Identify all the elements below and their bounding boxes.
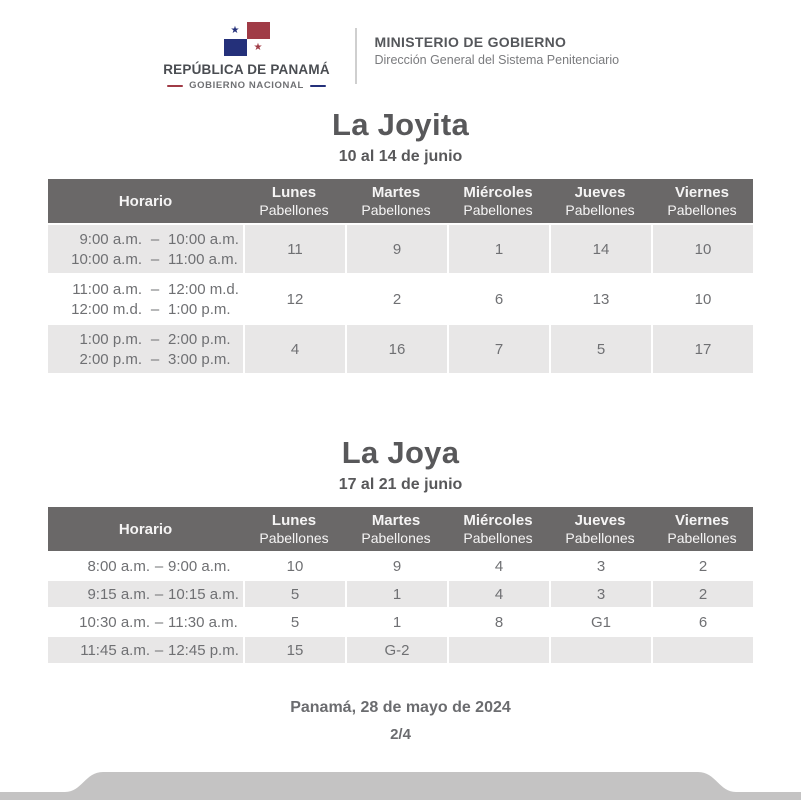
day-header-miercoles: Miércoles Pabellones — [447, 179, 549, 223]
pabellones-value: 10 — [651, 223, 753, 273]
pabellones-value: 6 — [651, 607, 753, 635]
blue-star-icon: ★ — [230, 24, 240, 36]
bottom-tab-decoration — [0, 770, 801, 800]
day-header-lunes: Lunes Pabellones — [243, 179, 345, 223]
blue-dash-icon — [310, 85, 326, 87]
pabellones-value: 9 — [345, 551, 447, 579]
pabellones-value: 4 — [243, 323, 345, 373]
flag-quadrant-red-star — [247, 39, 270, 56]
day-header-martes: Martes Pabellones — [345, 507, 447, 551]
gobierno-nacional-line — [167, 80, 326, 91]
table-row — [48, 323, 753, 373]
red-star-icon: ★ — [253, 41, 263, 53]
time-slot-cell: 11:45 a.m. – 12:45 p.m. — [48, 635, 243, 663]
day-header-miercoles: Miércoles Pabellones — [447, 507, 549, 551]
pabellones-value: 10 — [651, 273, 753, 323]
pabellones-value: 5 — [549, 323, 651, 373]
section-title-la-joyita — [0, 107, 801, 166]
la-joyita-subtitle: 10 al 14 de junio — [338, 148, 463, 165]
day-header-viernes: Viernes Pabellones — [651, 179, 753, 223]
pabellones-value: 6 — [447, 273, 549, 323]
pabellones-value: 2 — [651, 579, 753, 607]
day-header-lunes: Lunes Pabellones — [243, 507, 345, 551]
pabellones-value: 9 — [345, 223, 447, 273]
header-divider — [355, 28, 357, 84]
table-row — [48, 223, 753, 273]
pabellones-value: 14 — [549, 223, 651, 273]
pabellones-value: 11 — [243, 223, 345, 273]
republic-title: REPÚBLICA DE PANAMÁ — [163, 62, 330, 77]
table-row — [48, 579, 753, 607]
time-slot-cell: 10:30 a.m. – 11:30 a.m. — [48, 607, 243, 635]
pabellones-value — [549, 635, 651, 663]
horario-header: Horario — [48, 179, 243, 223]
time-slot-cell: 9:00 a.m. – 10:00 a.m. 10:00 a.m. – 11:00 a.m. — [48, 223, 243, 273]
pabellones-value: 15 — [243, 635, 345, 663]
pabellones-value: 1 — [345, 579, 447, 607]
document-footer — [0, 699, 801, 743]
pabellones-value: 2 — [345, 273, 447, 323]
table-row — [48, 635, 753, 663]
pabellones-value — [447, 635, 549, 663]
pabellones-value: 10 — [243, 551, 345, 579]
ministry-title: MINISTERIO DE GOBIERNO — [374, 34, 567, 50]
la-joya-schedule-table — [48, 507, 753, 663]
table-header-row — [48, 507, 753, 551]
pabellones-value: 5 — [243, 607, 345, 635]
pabellones-value: 1 — [345, 607, 447, 635]
pabellones-value: 5 — [243, 579, 345, 607]
pabellones-value: 2 — [651, 551, 753, 579]
time-slot-cell: 1:00 p.m. – 2:00 p.m. 2:00 p.m. – 3:00 p.m. — [48, 323, 243, 373]
pabellones-value: 3 — [549, 579, 651, 607]
horario-header: Horario — [48, 507, 243, 551]
red-dash-icon — [167, 85, 183, 87]
table-header-row — [48, 179, 753, 223]
la-joyita-title: La Joyita — [331, 107, 470, 142]
page-number: 2/4 — [390, 726, 411, 743]
day-header-jueves: Jueves Pabellones — [549, 507, 651, 551]
table-row — [48, 273, 753, 323]
pabellones-value: 13 — [549, 273, 651, 323]
ministry-subtitle: Dirección General del Sistema Penitenciario — [374, 53, 620, 67]
table-row — [48, 607, 753, 635]
footer-date: Panamá, 28 de mayo de 2024 — [290, 699, 511, 716]
la-joyita-schedule-table — [48, 179, 753, 373]
panama-flag-icon — [224, 22, 270, 56]
panama-national-logo — [157, 22, 337, 91]
time-slot-cell: 11:00 a.m. – 12:00 m.d. 12:00 m.d. – 1:00 p.m. — [48, 273, 243, 323]
pabellones-value: 8 — [447, 607, 549, 635]
flag-quadrant-blue-star — [224, 22, 247, 39]
document-header — [0, 0, 801, 91]
pabellones-value: G-2 — [345, 635, 447, 663]
pabellones-value: 17 — [651, 323, 753, 373]
flag-quadrant-red — [247, 22, 270, 39]
pabellones-value: 16 — [345, 323, 447, 373]
la-joya-title: La Joya — [341, 435, 460, 470]
la-joya-subtitle: 17 al 21 de junio — [338, 476, 463, 493]
section-title-la-joya — [0, 435, 801, 494]
pabellones-value: 1 — [447, 223, 549, 273]
time-slot-cell: 8:00 a.m. – 9:00 a.m. — [48, 551, 243, 579]
day-header-viernes: Viernes Pabellones — [651, 507, 753, 551]
pabellones-value: 3 — [549, 551, 651, 579]
pabellones-value: G1 — [549, 607, 651, 635]
pabellones-value: 7 — [447, 323, 549, 373]
table-row — [48, 551, 753, 579]
ministry-block — [375, 22, 645, 67]
pabellones-value: 4 — [447, 551, 549, 579]
gobierno-nacional-label: GOBIERNO NACIONAL — [189, 80, 304, 91]
pabellones-value — [651, 635, 753, 663]
day-header-martes: Martes Pabellones — [345, 179, 447, 223]
flag-quadrant-blue — [224, 39, 247, 56]
day-header-jueves: Jueves Pabellones — [549, 179, 651, 223]
pabellones-value: 4 — [447, 579, 549, 607]
time-slot-cell: 9:15 a.m. – 10:15 a.m. — [48, 579, 243, 607]
pabellones-value: 12 — [243, 273, 345, 323]
